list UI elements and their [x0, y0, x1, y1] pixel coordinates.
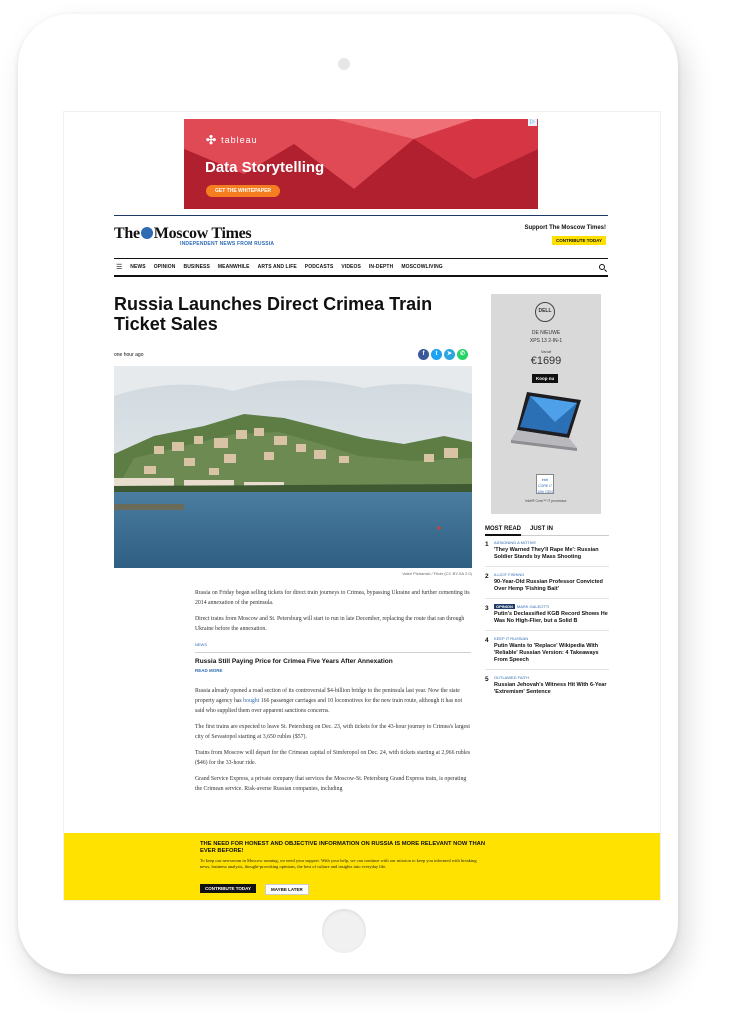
ad-price: €1699 [530, 355, 562, 367]
logo-name: Moscow Times [153, 225, 252, 242]
related-article[interactable] [195, 640, 471, 676]
ad-footer: Intel® Core™ i7 processor [525, 499, 567, 503]
item-category[interactable]: KEEP IT RUSSIAN [494, 636, 529, 641]
intel-badge [536, 474, 554, 494]
crimea-coast-photo [114, 366, 472, 568]
list-item[interactable] [485, 572, 609, 599]
paragraph [195, 686, 471, 716]
home-button[interactable] [322, 909, 366, 953]
browser-screen [63, 111, 661, 901]
ad-line-1: DE NIEUWE [531, 330, 561, 336]
donation-text: To keep our newsroom in Moscow running, we need your support. With your help, we can continue with our mission to keep you informed with breaking news, business analysis, thought-provoking opinions, the best of culture and insights into everyday life. [200, 858, 477, 869]
plus-icon: ✣ [206, 133, 218, 147]
nav-moscowliving[interactable]: MOSCOWLIVING [401, 264, 443, 270]
ad-cta-button[interactable]: GET THE WHITEPAPER [206, 185, 280, 197]
tab-just-in[interactable]: JUST IN [530, 526, 554, 532]
ad-brand: tableau [221, 135, 258, 145]
paragraph-text: 166 passenger carriages and 10 locomotives for the new train route, although it has not said who supplied them over apparent sanctions concerns. [195, 698, 463, 714]
article-headline: Russia Launches Direct Crimea Train Ticket Sales [114, 294, 433, 334]
donation-contribute-button[interactable]: CONTRIBUTE TODAY [200, 884, 256, 893]
site-tagline: INDEPENDENT NEWS FROM RUSSIA [180, 241, 275, 247]
globe-icon [141, 227, 153, 239]
item-category[interactable]: ASSIGNING A MOTIVE [494, 540, 537, 545]
item-number: 5 [485, 676, 489, 683]
telegram-icon[interactable]: ➤ [444, 349, 455, 360]
most-read-tabs [485, 526, 609, 536]
donation-banner [64, 833, 661, 901]
laptop-image [507, 392, 585, 460]
bought-link[interactable]: bought [243, 698, 260, 704]
read-more-link[interactable]: READ MORE [195, 668, 223, 673]
paragraph: The first trains are expected to leave St. Petersburg on Dec. 23, with tickets for the 43-hour journey to Crimea's largest city of Sevastopol starting at 3,650 rubles ($57). [195, 724, 470, 740]
chip-brand: intel [541, 478, 549, 482]
nav-in-depth[interactable]: IN-DEPTH [368, 264, 394, 270]
facebook-icon[interactable]: f [418, 349, 429, 360]
paragraph: Grand Service Express, a private company that services the Moscow-St. Petersburg Grand Express train, is operating the Crimean service. Risk-averse Russian companies, including [195, 776, 467, 792]
item-title[interactable]: Putin's Declassified KGB Record Shows He Was No High-Flier, but a Solid B [494, 611, 608, 624]
contribute-button[interactable]: CONTRIBUTE TODAY [552, 236, 606, 245]
list-item[interactable] [485, 675, 609, 701]
item-title[interactable]: 90-Year-Old Russian Professor Convicted Over Hemp 'Fishing Bait' [494, 579, 603, 592]
list-item[interactable] [485, 540, 609, 567]
related-title[interactable]: Russia Still Paying Price for Crimea Five Years After Annexation [195, 658, 393, 665]
item-category[interactable]: OUTLAWED FAITH [494, 675, 529, 680]
nav-news[interactable]: NEWS [130, 264, 146, 270]
item-author[interactable]: MARK GALEOTTI [516, 604, 550, 609]
image-caption: Valeri Pizhanski / Flickr (CC BY-SA 2.0) [402, 571, 472, 576]
item-number: 4 [485, 637, 489, 644]
item-title[interactable]: Putin Wants to 'Replace' Wikipedia With 'Reliable' Russian Version: 4 Takeaways From Speech [494, 643, 599, 663]
ad-banner[interactable] [184, 119, 538, 209]
item-title[interactable]: 'They Warned They'll Rape Me': Russian Soldier Stands by Mass Shooting [494, 547, 599, 560]
dell-logo: DELL [535, 302, 555, 322]
chip-note: 10th GEN [537, 490, 553, 494]
item-category[interactable] [494, 604, 609, 609]
tablet-frame [18, 14, 678, 974]
menu-icon[interactable]: ☰ [116, 264, 123, 271]
search-icon[interactable] [599, 264, 605, 270]
ad-from: Vanaf [540, 349, 552, 354]
most-read-list [485, 540, 609, 706]
support-text: Support The Moscow Times! [524, 225, 606, 231]
share-buttons [418, 349, 468, 360]
buy-now-button[interactable]: Koop nu [532, 374, 558, 383]
opinion-badge[interactable]: OPINION [496, 604, 513, 609]
nav-podcasts[interactable]: PODCASTS [304, 264, 334, 270]
donation-headline: THE NEED FOR HONEST AND OBJECTIVE INFORMATION ON RUSSIA IS MORE RELEVANT NOW THAN EVER BEFORE! [200, 841, 486, 854]
logo-the: The [114, 225, 140, 242]
hero-image [114, 366, 472, 568]
list-item[interactable] [485, 604, 609, 631]
tableau-logo [206, 133, 258, 147]
article-time: one hour ago [114, 352, 144, 358]
paragraph-text: Russia already opened a road section of its controversial $4-billion bridge to the peninsula last year. Now the state property agency has [195, 688, 460, 704]
item-title[interactable]: Russian Jehovah's Witness Hit With 6-Year 'Extremism' Sentence [494, 682, 607, 695]
paragraph: Trains from Moscow will depart for the Crimean capital of Simferopol on Dec. 24, with tickets starting at 2,966 rubles ($46) for the 33-hour ride. [195, 750, 471, 766]
item-number: 2 [485, 573, 489, 580]
item-number: 3 [485, 605, 489, 612]
nav-arts-and-life[interactable]: ARTS AND LIFE [257, 264, 297, 270]
whatsapp-icon[interactable]: ✆ [457, 349, 468, 360]
twitter-icon[interactable]: t [431, 349, 442, 360]
item-number: 1 [485, 541, 489, 548]
camera-icon [338, 58, 350, 70]
list-item[interactable] [485, 636, 609, 670]
nav-business[interactable]: BUSINESS [183, 264, 210, 270]
paragraph: Direct trains from Moscow and St. Petersburg will start to run in late December, replacing the route that ran through Ukraine before the annexation. [195, 616, 465, 632]
ad-title: Data Storytelling [205, 159, 325, 176]
main-nav [114, 258, 608, 277]
article-body [195, 588, 471, 800]
nav-meanwhile[interactable]: MEANWHILE [217, 264, 250, 270]
nav-opinion[interactable]: OPINION [153, 264, 176, 270]
nav-videos[interactable]: VIDEOS [341, 264, 361, 270]
chip-model: CORE i7 [538, 484, 552, 488]
ad-close-icon[interactable]: ▷ [528, 119, 537, 126]
item-category[interactable]: ILLICIT FISHING [494, 572, 525, 577]
tab-most-read[interactable]: MOST READ [485, 526, 521, 536]
ad-line-2: XPS 13 2-IN-1 [529, 338, 563, 344]
sidebar-ad[interactable] [491, 294, 601, 514]
maybe-later-button[interactable]: MAYBE LATER [265, 884, 309, 895]
paragraph: Russia on Friday began selling tickets for direct train journeys to Crimea, bypassing Ukraine and further cementing its 2014 annexation of the peninsula. [195, 590, 470, 606]
related-category[interactable]: NEWS [195, 640, 471, 653]
header-rule [114, 215, 608, 216]
